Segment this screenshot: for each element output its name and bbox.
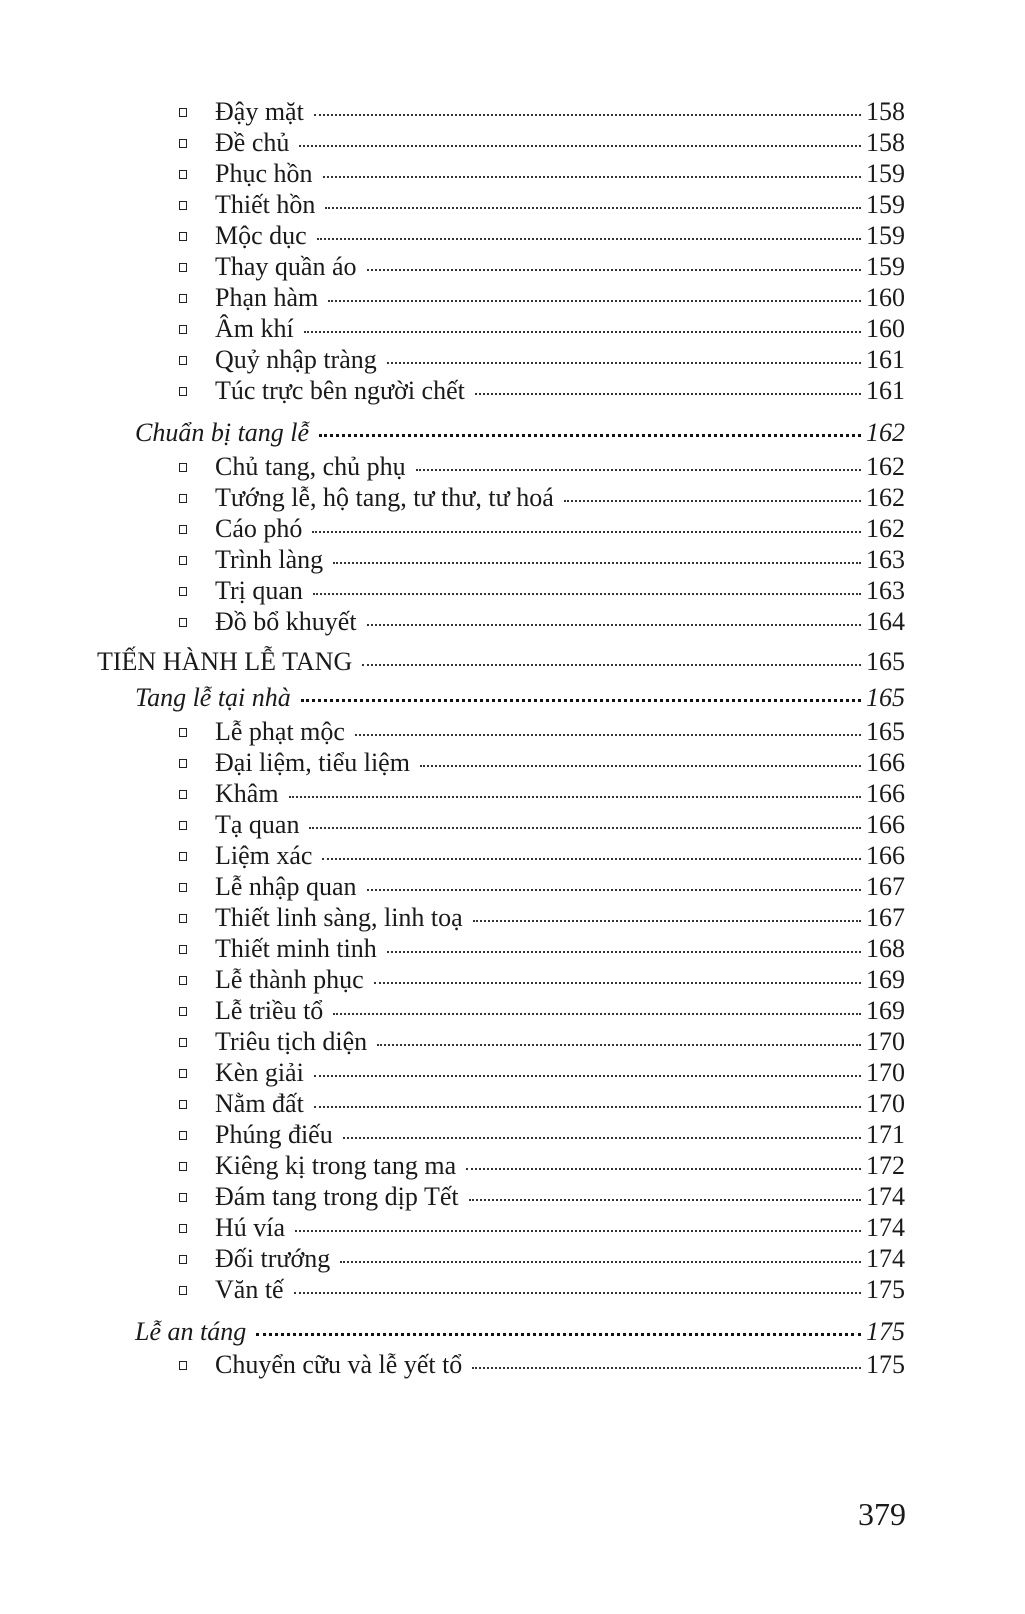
dot-leader <box>333 1013 861 1015</box>
toc-item <box>215 450 905 484</box>
toc-item <box>215 1025 905 1059</box>
toc-entry-page: 158 <box>866 97 905 126</box>
toc-item <box>215 1211 905 1245</box>
toc-entry-page: 163 <box>866 545 905 574</box>
square-bullet-icon <box>179 914 187 923</box>
toc-entry-page: 175 <box>866 1317 905 1346</box>
toc-entry-page: 166 <box>866 841 905 870</box>
square-bullet-icon <box>179 1193 187 1202</box>
toc-entry-title: Khâm <box>215 779 279 808</box>
toc-entry-page: 169 <box>866 965 905 994</box>
toc-item <box>215 188 905 222</box>
toc-item <box>215 1118 905 1152</box>
toc-entry-page: 175 <box>866 1275 905 1304</box>
toc-item <box>215 870 905 904</box>
square-bullet-icon <box>179 1224 187 1233</box>
toc-entry-title: TIẾN HÀNH LỄ TANG <box>97 647 353 676</box>
dot-leader <box>304 331 861 333</box>
toc-entry-title: Nằm đất <box>215 1089 304 1118</box>
toc-entry-title: Triêu tịch diện <box>215 1027 368 1056</box>
toc-entry-page: 161 <box>866 345 905 374</box>
dot-leader <box>314 1075 861 1077</box>
toc-item <box>215 839 905 873</box>
toc-entry-title: Chuẩn bị tang lễ <box>135 418 310 447</box>
toc-entry-page: 165 <box>866 647 905 676</box>
dot-leader <box>473 920 861 922</box>
square-bullet-icon <box>179 759 187 768</box>
square-bullet-icon <box>179 525 187 534</box>
dot-leader <box>469 1199 861 1201</box>
toc-chapter <box>97 645 905 679</box>
toc-entry-page: 158 <box>866 128 905 157</box>
square-bullet-icon <box>179 1007 187 1016</box>
toc-item <box>215 605 905 639</box>
toc-entry-title: Đại liệm, tiểu liệm <box>215 748 410 777</box>
square-bullet-icon <box>179 463 187 472</box>
toc-entry-page: 167 <box>866 903 905 932</box>
dot-leader <box>377 1044 861 1046</box>
toc-entry-page: 161 <box>866 376 905 405</box>
dot-leader <box>387 362 861 364</box>
toc-entry-page: 165 <box>866 683 905 712</box>
toc-section <box>135 416 905 450</box>
dot-leader <box>301 699 861 702</box>
toc-entry-title: Kèn giải <box>215 1058 304 1087</box>
dot-leader <box>387 951 861 953</box>
dot-leader <box>314 114 861 116</box>
toc-entry-page: 174 <box>866 1244 905 1273</box>
toc-item <box>215 1149 905 1183</box>
toc-entry-title: Đám tang trong dịp Tết <box>215 1182 459 1211</box>
toc-entry-title: Liệm xác <box>215 841 313 870</box>
toc-entry-title: Quỷ nhập tràng <box>215 345 377 374</box>
toc-entry-title: Thiết minh tinh <box>215 934 377 963</box>
square-bullet-icon <box>179 139 187 148</box>
square-bullet-icon <box>179 1162 187 1171</box>
dot-leader <box>343 1137 861 1139</box>
toc-entry-page: 159 <box>866 190 905 219</box>
square-bullet-icon <box>179 170 187 179</box>
square-bullet-icon <box>179 387 187 396</box>
toc-item <box>215 481 905 515</box>
toc-item <box>215 157 905 191</box>
toc-entry-page: 175 <box>866 1350 905 1379</box>
square-bullet-icon <box>179 263 187 272</box>
dot-leader <box>466 1168 861 1170</box>
toc-item <box>215 1242 905 1276</box>
toc-entry-title: Cáo phó <box>215 514 303 543</box>
dot-leader <box>294 1292 861 1294</box>
square-bullet-icon <box>179 1361 187 1370</box>
toc-entry-title: Đồ bổ khuyết <box>215 607 357 636</box>
toc-entry-page: 162 <box>866 418 905 447</box>
toc-item <box>215 512 905 546</box>
toc-item <box>215 281 905 315</box>
toc-item <box>215 219 905 253</box>
toc-item <box>215 808 905 842</box>
toc-entry-page: 166 <box>866 810 905 839</box>
toc-entry-page: 174 <box>866 1213 905 1242</box>
square-bullet-icon <box>179 1100 187 1109</box>
square-bullet-icon <box>179 356 187 365</box>
square-bullet-icon <box>179 1255 187 1264</box>
toc-entry-page: 160 <box>866 283 905 312</box>
square-bullet-icon <box>179 1131 187 1140</box>
toc-entry-title: Hú vía <box>215 1213 286 1242</box>
toc-entry-title: Tướng lễ, hộ tang, tư thư, tư hoá <box>215 483 554 512</box>
square-bullet-icon <box>179 618 187 627</box>
dot-leader <box>367 889 861 891</box>
square-bullet-icon <box>179 945 187 954</box>
toc-entry-page: 160 <box>866 314 905 343</box>
toc-entry-page: 159 <box>866 159 905 188</box>
toc-entry-page: 170 <box>866 1058 905 1087</box>
dot-leader <box>420 765 861 767</box>
dot-leader <box>367 269 861 271</box>
dot-leader <box>319 434 861 437</box>
toc-item <box>215 574 905 608</box>
toc-item <box>215 374 905 408</box>
square-bullet-icon <box>179 1038 187 1047</box>
toc-entry-title: Tang lễ tại nhà <box>135 683 291 712</box>
dot-leader <box>317 238 861 240</box>
dot-leader <box>328 300 861 302</box>
square-bullet-icon <box>179 587 187 596</box>
toc-item <box>215 343 905 377</box>
page-number: 379 <box>858 1496 906 1532</box>
toc-section <box>135 1315 905 1349</box>
toc-item <box>215 1087 905 1121</box>
toc-entry-page: 165 <box>866 717 905 746</box>
toc-item <box>215 312 905 346</box>
dot-leader <box>313 593 861 595</box>
square-bullet-icon <box>179 1286 187 1295</box>
toc-entry-page: 170 <box>866 1027 905 1056</box>
toc-item <box>215 250 905 284</box>
square-bullet-icon <box>179 852 187 861</box>
dot-leader <box>325 207 861 209</box>
toc-item <box>215 994 905 1028</box>
toc-item <box>215 126 905 160</box>
toc-entry-page: 159 <box>866 252 905 281</box>
toc-entry-title: Chủ tang, chủ phụ <box>215 452 406 481</box>
dot-leader <box>295 1230 861 1232</box>
dot-leader <box>289 796 861 798</box>
toc-entry-title: Tạ quan <box>215 810 300 839</box>
toc-item <box>215 1056 905 1090</box>
dot-leader <box>472 1367 861 1369</box>
square-bullet-icon <box>179 790 187 799</box>
toc-entry-page: 166 <box>866 779 905 808</box>
toc-entry-page: 159 <box>866 221 905 250</box>
toc-entry-title: Đối trướng <box>215 1244 331 1273</box>
toc-entry-title: Lễ an táng <box>135 1317 247 1346</box>
toc-entry-title: Đề chủ <box>215 128 290 157</box>
dot-leader <box>340 1261 861 1263</box>
square-bullet-icon <box>179 232 187 241</box>
toc-item <box>215 1180 905 1214</box>
toc-item <box>215 746 905 780</box>
toc-entry-page: 167 <box>866 872 905 901</box>
dot-leader <box>475 393 861 395</box>
toc-item <box>215 1273 905 1307</box>
dot-leader <box>299 145 861 147</box>
square-bullet-icon <box>179 883 187 892</box>
toc-entry-title: Lễ thành phục <box>215 965 364 994</box>
toc-entry-page: 174 <box>866 1182 905 1211</box>
toc-entry-page: 163 <box>866 576 905 605</box>
toc-item <box>215 963 905 997</box>
toc-entry-title: Đậy mặt <box>215 97 304 126</box>
toc-entry-title: Thay quần áo <box>215 252 357 281</box>
toc-entry-page: 166 <box>866 748 905 777</box>
dot-leader <box>416 469 861 471</box>
toc-entry-title: Kiêng kị trong tang ma <box>215 1151 457 1180</box>
toc-entry-title: Lễ triều tổ <box>215 996 324 1025</box>
dot-leader <box>362 664 861 666</box>
toc-item <box>215 901 905 935</box>
toc-entry-title: Trị quan <box>215 576 303 605</box>
square-bullet-icon <box>179 108 187 117</box>
toc-entry-title: Lễ nhập quan <box>215 872 357 901</box>
square-bullet-icon <box>179 494 187 503</box>
dot-leader <box>333 562 861 564</box>
square-bullet-icon <box>179 201 187 210</box>
toc-entry-title: Trình làng <box>215 545 324 574</box>
dot-leader <box>256 1333 861 1336</box>
toc-entry-page: 162 <box>866 514 905 543</box>
dot-leader <box>355 734 861 736</box>
toc-entry-page: 162 <box>866 483 905 512</box>
square-bullet-icon <box>179 294 187 303</box>
toc-item <box>215 777 905 811</box>
square-bullet-icon <box>179 976 187 985</box>
toc-section <box>135 681 905 715</box>
dot-leader <box>322 858 861 860</box>
toc-item <box>215 715 905 749</box>
toc-entry-title: Lễ phạt mộc <box>215 717 345 746</box>
dot-leader <box>312 531 861 533</box>
toc-entry-page: 164 <box>866 607 905 636</box>
toc-item <box>215 932 905 966</box>
toc-entry-title: Âm khí <box>215 314 294 343</box>
toc-entry-title: Văn tế <box>215 1275 284 1304</box>
toc-entry-title: Phúng điếu <box>215 1120 333 1149</box>
toc-item <box>215 543 905 577</box>
square-bullet-icon <box>179 1069 187 1078</box>
toc-entry-page: 169 <box>866 996 905 1025</box>
dot-leader <box>367 624 861 626</box>
toc-entry-page: 171 <box>866 1120 905 1149</box>
toc-entry-page: 170 <box>866 1089 905 1118</box>
dot-leader <box>564 500 861 502</box>
dot-leader <box>309 827 861 829</box>
toc-entry-title: Túc trực bên người chết <box>215 376 465 405</box>
dot-leader <box>374 982 861 984</box>
toc-item <box>215 1348 905 1382</box>
toc-entry-page: 168 <box>866 934 905 963</box>
square-bullet-icon <box>179 728 187 737</box>
square-bullet-icon <box>179 556 187 565</box>
toc-entry-title: Phục hồn <box>215 159 313 188</box>
toc-entry-title: Phạn hàm <box>215 283 319 312</box>
toc-entry-page: 162 <box>866 452 905 481</box>
toc-entry-page: 172 <box>866 1151 905 1180</box>
dot-leader <box>314 1106 861 1108</box>
dot-leader <box>323 176 862 178</box>
toc-entry-title: Mộc dục <box>215 221 307 250</box>
toc-entry-title: Thiết linh sàng, linh toạ <box>215 903 463 932</box>
toc-item <box>215 95 905 129</box>
toc-entry-title: Thiết hồn <box>215 190 316 219</box>
toc-entry-title: Chuyển cữu và lễ yết tổ <box>215 1350 463 1379</box>
square-bullet-icon <box>179 821 187 830</box>
square-bullet-icon <box>179 325 187 334</box>
